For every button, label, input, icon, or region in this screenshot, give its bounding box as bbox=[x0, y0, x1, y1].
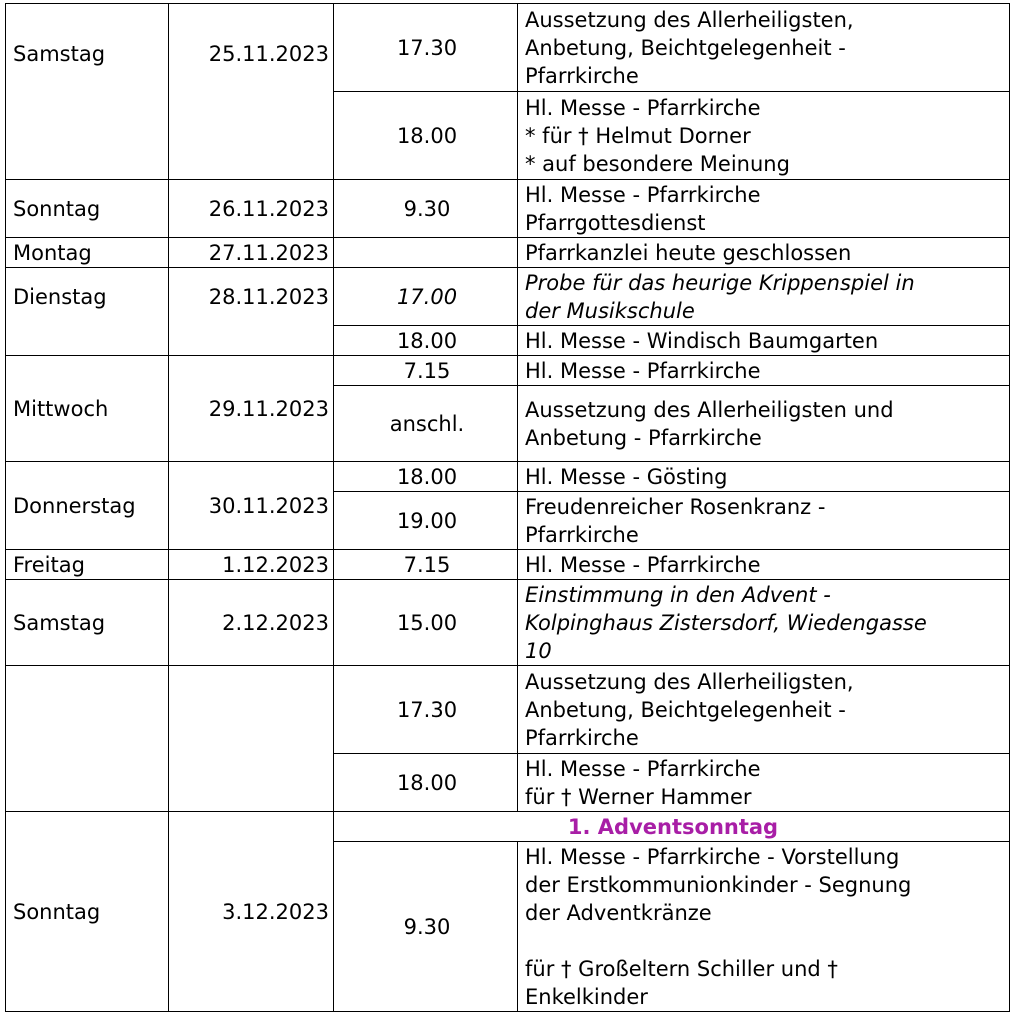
weekday-cell: Dienstag bbox=[6, 268, 169, 356]
description-cell bbox=[518, 666, 1010, 754]
description-cell bbox=[518, 356, 1010, 386]
description-line: Aussetzung des Allerheiligsten, bbox=[525, 669, 854, 694]
description-line: Anbetung, Beichtgelegenheit - bbox=[525, 697, 846, 722]
time-cell: anschl. bbox=[334, 386, 518, 462]
weekday-cell: Montag bbox=[6, 238, 169, 268]
time-cell: 9.30 bbox=[334, 842, 518, 1012]
description-line: Hl. Messe - Pfarrkirche bbox=[525, 182, 761, 207]
description-line: Aussetzung des Allerheiligsten, bbox=[525, 7, 854, 32]
description-cell bbox=[518, 492, 1010, 550]
date-cell: 25.11.2023 bbox=[169, 4, 334, 180]
table-row bbox=[6, 356, 1010, 386]
table-row bbox=[6, 268, 1010, 326]
description-line: Pfarrkirche bbox=[525, 725, 639, 750]
time-cell: 19.00 bbox=[334, 492, 518, 550]
description-line: Probe für das heurige Krippenspiel in bbox=[525, 270, 915, 295]
time-cell: 17.30 bbox=[334, 666, 518, 754]
weekday-cell: Sonntag bbox=[6, 180, 169, 238]
description-cell bbox=[518, 462, 1010, 492]
table-row bbox=[6, 550, 1010, 580]
table-row bbox=[6, 4, 1010, 92]
description-line: * für † Helmut Dorner bbox=[525, 123, 751, 148]
date-cell: 27.11.2023 bbox=[169, 238, 334, 268]
table-row bbox=[6, 580, 1010, 666]
description-line: Hl. Messe - Pfarrkirche bbox=[525, 95, 761, 120]
description-cell bbox=[518, 268, 1010, 326]
description-cell bbox=[518, 180, 1010, 238]
weekday-cell bbox=[6, 666, 169, 812]
time-cell: 18.00 bbox=[334, 92, 518, 180]
table-row bbox=[6, 462, 1010, 492]
description-cell bbox=[518, 842, 1010, 1012]
time-cell: 15.00 bbox=[334, 580, 518, 666]
date-cell bbox=[169, 666, 334, 812]
description-line: Hl. Messe - Pfarrkirche bbox=[525, 756, 761, 781]
description-cell bbox=[518, 386, 1010, 462]
date-cell: 1.12.2023 bbox=[169, 550, 334, 580]
description-line: der Erstkommunionkinder - Segnung bbox=[525, 872, 912, 897]
time-cell: 7.15 bbox=[334, 356, 518, 386]
description-line: Anbetung - Pfarrkirche bbox=[525, 425, 762, 450]
description-cell bbox=[518, 92, 1010, 180]
description-line: Pfarrkirche bbox=[525, 63, 639, 88]
feast-day-heading: 1. Adventsonntag bbox=[334, 812, 1010, 842]
date-cell: 2.12.2023 bbox=[169, 580, 334, 666]
blank-line bbox=[525, 927, 1005, 955]
description-line: für † Werner Hammer bbox=[525, 784, 752, 809]
description-line: Hl. Messe - Gösting bbox=[525, 464, 728, 489]
weekday-cell: Samstag bbox=[6, 580, 169, 666]
description-cell bbox=[518, 754, 1010, 812]
description-line: Pfarrkirche bbox=[525, 522, 639, 547]
description-line: Kolpinghaus Zistersdorf, Wiedengasse bbox=[525, 610, 927, 635]
time-cell: 18.00 bbox=[334, 326, 518, 356]
time-cell bbox=[334, 238, 518, 268]
date-cell: 28.11.2023 bbox=[169, 268, 334, 356]
time-cell: 9.30 bbox=[334, 180, 518, 238]
time-cell: 18.00 bbox=[334, 462, 518, 492]
time-cell: 7.15 bbox=[334, 550, 518, 580]
description-line: Hl. Messe - Pfarrkirche bbox=[525, 552, 761, 577]
weekday-cell: Mittwoch bbox=[6, 356, 169, 462]
description-cell bbox=[518, 326, 1010, 356]
table-row bbox=[6, 180, 1010, 238]
parish-schedule-table bbox=[5, 3, 1010, 1012]
date-cell: 29.11.2023 bbox=[169, 356, 334, 462]
description-line: für † Großeltern Schiller und † bbox=[525, 956, 838, 981]
description-line: Hl. Messe - Windisch Baumgarten bbox=[525, 328, 879, 353]
description-line: Enkelkinder bbox=[525, 984, 648, 1009]
date-cell: 30.11.2023 bbox=[169, 462, 334, 550]
description-line: * auf besondere Meinung bbox=[525, 151, 790, 176]
description-line: Freudenreicher Rosenkranz - bbox=[525, 494, 826, 519]
time-cell: 17.30 bbox=[334, 4, 518, 92]
weekday-cell: Samstag bbox=[6, 4, 169, 180]
description-line: Anbetung, Beichtgelegenheit - bbox=[525, 35, 846, 60]
description-line: Pfarrgottesdienst bbox=[525, 210, 706, 235]
description-cell bbox=[518, 238, 1010, 268]
table-row bbox=[6, 812, 1010, 842]
date-cell: 3.12.2023 bbox=[169, 812, 334, 1012]
description-cell bbox=[518, 550, 1010, 580]
table-row bbox=[6, 238, 1010, 268]
date-cell: 26.11.2023 bbox=[169, 180, 334, 238]
weekday-cell: Sonntag bbox=[6, 812, 169, 1012]
weekday-cell: Donnerstag bbox=[6, 462, 169, 550]
description-line: der Adventkränze bbox=[525, 900, 712, 925]
time-cell: 17.00 bbox=[334, 268, 518, 326]
description-line: Einstimmung in den Advent - bbox=[525, 582, 831, 607]
description-line: Pfarrkanzlei heute geschlossen bbox=[525, 240, 852, 265]
description-line: Aussetzung des Allerheiligsten und bbox=[525, 397, 894, 422]
table-row bbox=[6, 666, 1010, 754]
description-line: der Musikschule bbox=[525, 298, 695, 323]
description-cell bbox=[518, 4, 1010, 92]
description-line: 10 bbox=[525, 638, 552, 663]
description-cell bbox=[518, 580, 1010, 666]
description-line: Hl. Messe - Pfarrkirche - Vorstellung bbox=[525, 844, 900, 869]
time-cell: 18.00 bbox=[334, 754, 518, 812]
description-line: Hl. Messe - Pfarrkirche bbox=[525, 358, 761, 383]
weekday-cell: Freitag bbox=[6, 550, 169, 580]
